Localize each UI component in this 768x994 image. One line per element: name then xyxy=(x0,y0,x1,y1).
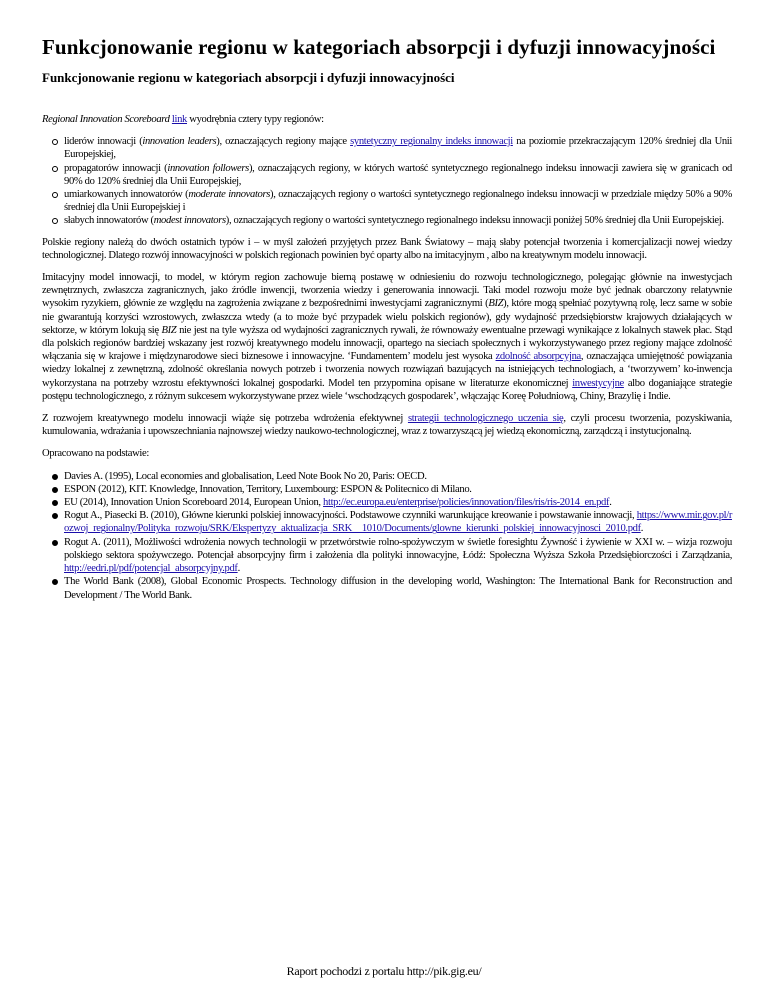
reference-item: Rogut A. (2011), Możliwości wdrożenia nowych technologii w przetwórstwie rolno-spożywczym w świetle foresightu Żywność i żywienie w XXI w. – wizja rozwoju polskiego sektora spożywczego. Potencjał absorpcyjny firm i założenia dla polityki innowacyjne, Łódź: Społeczna Wyższa Szkoła Przedsiębiorczości i Zarządzania, http://eedri.pl/pdf/potencjal_absorpcyjny.pdf. xyxy=(64,536,732,575)
learning-strategy-link[interactable]: strategii technologicznego uczenia się xyxy=(407,413,564,425)
paragraph-text: Z rozwojem kreatywnego modelu innowacji wiąże się potrzeba wdrożenia efektywnej xyxy=(42,413,408,425)
paragraph-text: albo doganiające strategie postępu technologicznego, z różnym sukcesem wykorzystywane przez wiele ‘wschodzących gospodarek’, włączając Koreę Południową, Chiny, Brazylię i Indie. xyxy=(42,377,732,402)
absorptive-capacity-link[interactable]: zdolność absorpcyjna xyxy=(495,351,581,363)
list-item xyxy=(64,162,732,188)
paragraph-text: , czyli procesu tworzenia, pozyskiwania, kumulowania, wdrażania i upowszechniania najnowszej wiedzy naukowo-technologicznej, wraz z towarzyszącą jej wiedzą ekonomiczną, zarządczą i instytucjonalną. xyxy=(42,413,732,438)
sources-label: Opracowano na podstawie: xyxy=(42,448,149,460)
paragraph-text: , oznaczająca umiejętność powiązania wiedzy lokalnej z zewnętrzną, zdolność określania nowych potrzeb i tworzenia nowych rozwiązań bazujących na istniejących technologiach, a ‘tworzywem’ ko-inwencja wykorzystana na potrzeby wzrostu efektywności lokalnej gospodarki. Model ten przypomina opisane w literaturze ekonomicznej xyxy=(42,351,732,389)
intro-link[interactable]: link xyxy=(171,114,187,125)
region-types-list xyxy=(42,135,732,227)
references-list xyxy=(42,470,732,602)
intro-text: wyodrębnia cztery typy regionów: xyxy=(187,114,324,125)
page-footer: Raport pochodzi z portalu http://pik.gig.eu/ xyxy=(286,964,482,978)
reference-item xyxy=(64,470,732,483)
paragraph-text: nie jest na tyle wyższa od wydajności zagranicznych rywali, że równoważy ewentualne przewagi wynikające z lokalnych stawek płac. Stąd dla polskich regionów bardziej wskazany jest rozwój kreatywnego modelu innowacji, opartego na sieciach społecznych i wykorzystywanego przez regiony mające zdolność włączania się w krajowe i międzynarodowe sieci biznesowe i innowacyjne. ‘Fundamentem’ modelu jest wysoka xyxy=(42,324,733,363)
innovation-index-link[interactable]: syntetyczny regionalny indeks innowacji xyxy=(350,136,513,148)
list-item-text: słabych innowatorów ( xyxy=(64,215,154,227)
list-item-text: umiarkowanych innowatorów ( xyxy=(64,189,189,201)
reference-text: Rogut A. (2011), Możliwości wdrożenia nowych technologii w przetwórstwie rolno-spożywczym w świetle foresightu Żywność i żywienie w XXI w. – wizja rozwoju polskiego sektora spożywczego. Potencjał absorpcyjny firm i założenia dla polityki innowacyjne, Łódź: Społeczna Wyższa Szkoła Przedsiębiorczości i Zarządzania, xyxy=(64,536,732,561)
reference-text: EU (2014), Innovation Union Scoreboard 2014, European Union, xyxy=(64,497,324,509)
list-item-emphasis: moderate innovators xyxy=(188,189,271,201)
document-page xyxy=(42,0,732,602)
reference-text: Davies A. (1995), Local economies and globalisation, Leed Note Book No 20, Paris: OECD. xyxy=(64,470,427,482)
page-title: Funkcjonowanie regionu w kategoriach absorpcji i dyfuzji innowacyjności xyxy=(42,35,716,59)
list-item xyxy=(64,214,732,227)
list-item-emphasis: innovation followers xyxy=(167,162,249,174)
paragraph-polish-regions: Polskie regiony należą do dwóch ostatnich typów i – w myśl założeń przyjętych przez Bank Światowy – mają słaby potencjał tworzenia i komercjalizacji nowej wiedzy technologicznej. Dlatego rozwój innowacyjności w polskich regionach powinien być oparty albo na imitacyjnym , albo na kreatywnym modelu innowacji. xyxy=(42,236,732,261)
intro-emphasis: Regional Innovation Scoreboard xyxy=(42,114,170,125)
reference-text: ESPON (2012), KIT. Knowledge, Innovation, Territory, Luxembourg: ESPON & Politecnico di Milano. xyxy=(64,483,472,495)
reference-item xyxy=(64,575,732,601)
list-item-text: propagatorów innowacji ( xyxy=(64,162,168,174)
paragraph-text: ), które mogą spełniać pozytywną rolę, lecz same w sobie nie gwarantują korzyści wzrostowych, zwłaszcza wtedy (a to może być przypadek wielu polskich regionów), gdy wydajność przedsiębiorstw krajowych działających w sektorze, w którym lokują się xyxy=(42,298,733,336)
list-item-text: na poziomie przekraczającym 120% średniej dla Unii Europejskiej, xyxy=(64,136,732,161)
section-heading: Funkcjonowanie regionu w kategoriach absorpcji i dyfuzji innowacyjności xyxy=(42,70,455,85)
reference-link[interactable]: https://www.mir.gov.pl/rozwoj_regionalny/Polityka_rozwoju/SRK/Ekspertyzy_aktualizacja_SRK__1010/Documents/glowne_kierunki_polskiej_innowacyjnosci_2010.pdf xyxy=(64,510,732,535)
list-item xyxy=(64,188,732,214)
list-item-text: ), oznaczających regiony mające xyxy=(216,136,351,148)
list-item-text: liderów innowacji ( xyxy=(64,136,143,148)
reference-item: EU (2014), Innovation Union Scoreboard 2014, European Union, http://ec.europa.eu/enterprise/policies/innovation/files/ris/ris-2014_en.pdf. xyxy=(64,496,732,509)
reference-text: Rogut A., Piasecki B. (2010), Główne kierunki polskiej innowacyjności. Podstawowe czynniki warunkujące kreowanie i powstawanie innowacji, xyxy=(64,510,637,522)
reference-link[interactable]: http://ec.europa.eu/enterprise/policies/innovation/files/ris/ris-2014_en.pdf xyxy=(323,497,610,509)
reference-text: The World Bank (2008), Global Economic Prospects. Technology diffusion in the developing world, Washington: The International Bank for Reconstruction and Development / The World Bank. xyxy=(64,576,732,601)
paragraph-text: Imitacyjny model innowacji, to model, w którym region zachowuje bierną postawę w odniesieniu do rozwoju technologicznego, polegając głównie na inwestycjach zewnętrznych, zwłaszcza zagranicznych, jako źródle inwencji, tworzenia wiedzy i generowania innowacji. Taki model rozwoju może być jednak obarczony relatywnie wysokim ryzykiem, głównie ze względu na zagrożenia związane z bezpośrednimi inwestycjami zagranicznymi ( xyxy=(42,272,732,310)
list-item-emphasis: modest innovators xyxy=(153,215,226,227)
list-item-text: ), oznaczających regiony, w których wartość syntetycznego regionalnego indeksu innowacji zawiera się w granicach od 90% do 120% średniej dla Unii Europejskiej, xyxy=(64,162,732,187)
paragraph-creative-model xyxy=(42,412,732,438)
list-item xyxy=(64,135,732,161)
reference-link[interactable]: http://eedri.pl/pdf/potencjal_absorpcyjny.pdf xyxy=(64,563,238,575)
list-item-text: ), oznaczających regiony o wartości syntetycznego regionalnego indeksu innowacji w przedziale między 50% a 90% średniej dla Unii Europejskiej i xyxy=(64,189,733,214)
investment-strategies-link[interactable]: inwestycyjne xyxy=(572,377,624,389)
reference-item xyxy=(64,483,732,496)
reference-item: Rogut A., Piasecki B. (2010), Główne kierunki polskiej innowacyjności. Podstawowe czynniki warunkujące kreowanie i powstawanie innowacji, https://www.mir.gov.pl/rozwoj_regionalny/Polityka_rozwoju/SRK/Ekspertyzy_aktualizacja_SRK__1010/Documents/glowne_kierunki_polskiej_innowacyjnosci_2010.pdf. xyxy=(64,510,732,535)
paragraph-emphasis: BIZ xyxy=(488,298,504,310)
list-item-emphasis: innovation leaders xyxy=(142,136,217,148)
paragraph-imitation-model xyxy=(42,271,732,403)
paragraph-emphasis: BIZ xyxy=(161,324,177,336)
list-item-text: ), oznaczających regiony o wartości syntetycznego regionalnego indeksu innowacji poniżej 50% średniej dla Unii Europejskiej. xyxy=(225,215,724,227)
intro-paragraph xyxy=(42,113,732,126)
